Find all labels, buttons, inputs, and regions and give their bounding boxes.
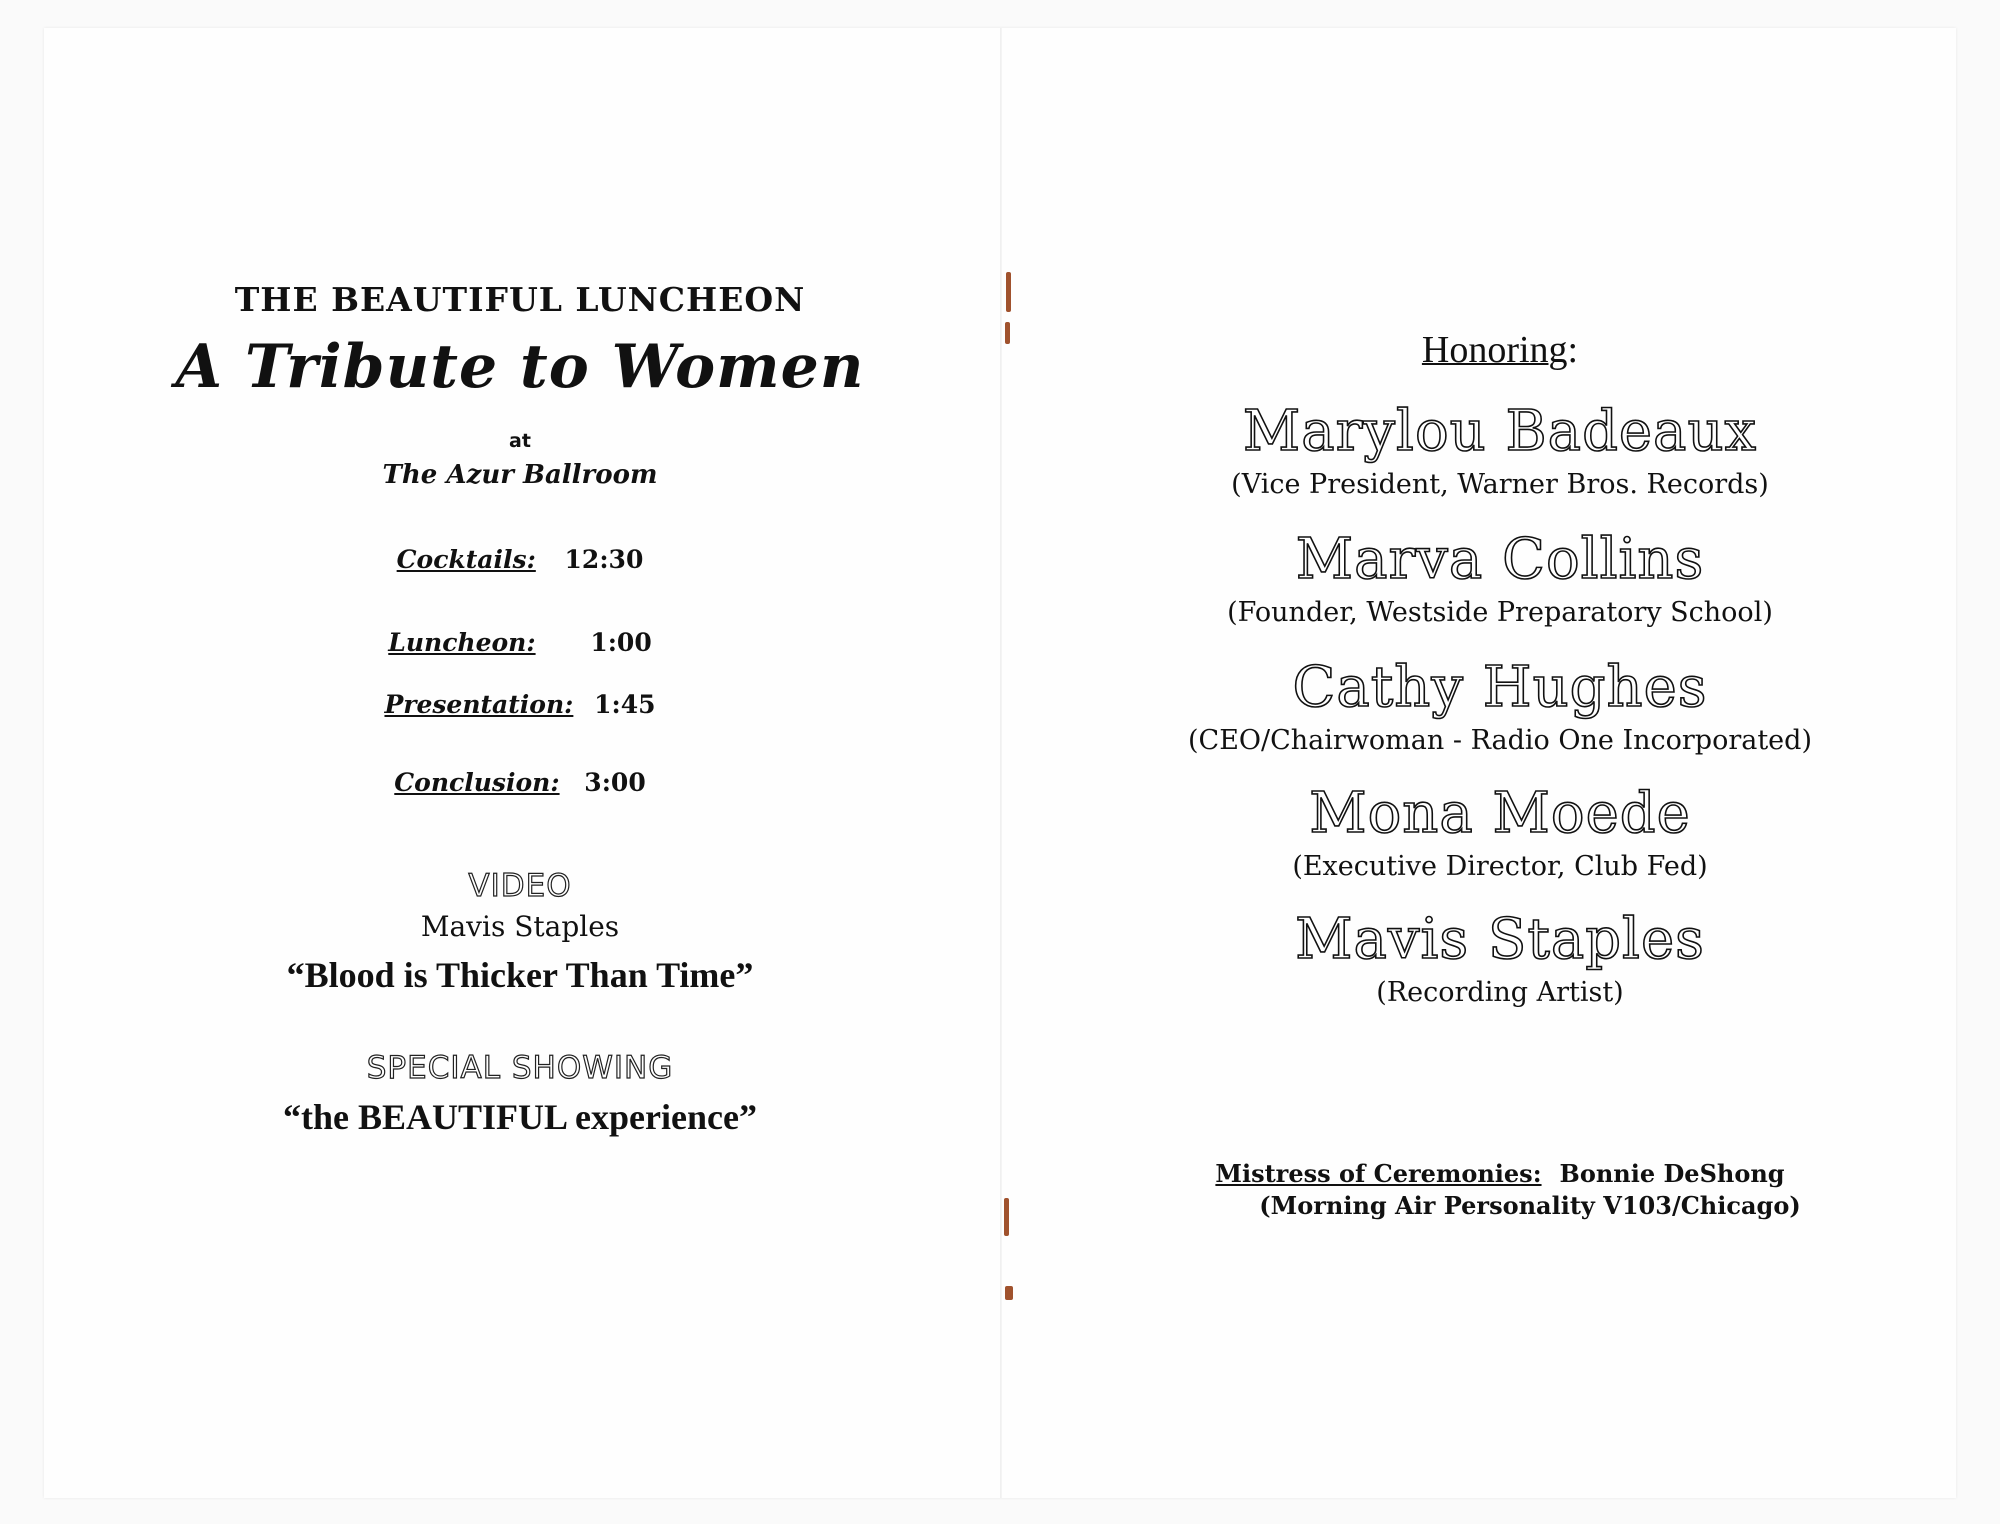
mc-line bbox=[1060, 1158, 1940, 1190]
honoree-4 bbox=[1060, 781, 1940, 884]
schedule-label: Conclusion: bbox=[394, 768, 560, 797]
honoree-title: (CEO/Chairwoman - Radio One Incorporated) bbox=[1188, 725, 1812, 756]
schedule-row-cocktails bbox=[100, 545, 940, 574]
video-title: “Blood is Thicker Than Time” bbox=[286, 955, 754, 995]
staple-top-lower bbox=[1005, 322, 1010, 344]
honoree-name: Cathy Hughes bbox=[1292, 655, 1708, 720]
schedule-row-presentation bbox=[100, 690, 940, 719]
right-page bbox=[1060, 0, 1940, 1524]
schedule-time: 1:45 bbox=[594, 690, 656, 719]
venue-name: The Azur Ballroom bbox=[382, 460, 658, 490]
event-title: THE BEAUTIFUL LUNCHEON bbox=[234, 280, 806, 319]
honoree-name: Mona Moede bbox=[1309, 781, 1691, 846]
schedule-row-luncheon bbox=[100, 628, 940, 657]
mc-label: Mistress of Ceremonies: bbox=[1215, 1159, 1542, 1188]
center-fold bbox=[1000, 28, 1002, 1498]
honoree-1 bbox=[1060, 399, 1940, 502]
event-subtitle: A Tribute to Women bbox=[175, 332, 865, 402]
mc-name: Bonnie DeShong bbox=[1559, 1159, 1785, 1188]
schedule-time: 1:00 bbox=[590, 628, 652, 657]
schedule-label: Presentation: bbox=[384, 690, 574, 719]
at-label: at bbox=[509, 430, 531, 452]
left-page bbox=[100, 0, 940, 1524]
honoree-name: Marva Collins bbox=[1295, 527, 1705, 592]
schedule-row-conclusion bbox=[100, 768, 940, 797]
honoree-title: (Vice President, Warner Bros. Records) bbox=[1231, 469, 1769, 500]
mc-detail: (Morning Air Personality V103/Chicago) bbox=[1259, 1191, 1801, 1220]
video-artist: Mavis Staples bbox=[420, 910, 620, 943]
video-heading: VIDEO bbox=[468, 868, 572, 904]
special-showing-title: “the BEAUTIFUL experience” bbox=[283, 1097, 757, 1137]
honoree-name: Marylou Badeaux bbox=[1242, 399, 1758, 464]
special-showing-heading: SPECIAL SHOWING bbox=[366, 1050, 674, 1086]
schedule-time: 12:30 bbox=[564, 545, 644, 574]
honoring-colon: : bbox=[1567, 329, 1579, 371]
honoree-3 bbox=[1060, 655, 1940, 758]
honoring-heading bbox=[1060, 328, 1940, 372]
schedule-label: Luncheon: bbox=[388, 628, 536, 657]
honoree-title: (Founder, Westside Preparatory School) bbox=[1227, 597, 1773, 628]
honoree-name: Mavis Staples bbox=[1295, 907, 1705, 972]
staple-bottom bbox=[1004, 1198, 1009, 1236]
schedule-label: Cocktails: bbox=[396, 545, 536, 574]
mistress-of-ceremonies bbox=[1060, 1158, 1940, 1222]
honoree-5 bbox=[1060, 907, 1940, 1010]
honoree-title: (Recording Artist) bbox=[1376, 977, 1624, 1008]
staple-top bbox=[1006, 272, 1011, 312]
honoring-label: Honoring bbox=[1421, 329, 1568, 371]
staple-bottom-lower bbox=[1005, 1286, 1013, 1300]
honoree-2 bbox=[1060, 527, 1940, 630]
honoree-title: (Executive Director, Club Fed) bbox=[1292, 851, 1708, 882]
schedule-time: 3:00 bbox=[584, 768, 646, 797]
